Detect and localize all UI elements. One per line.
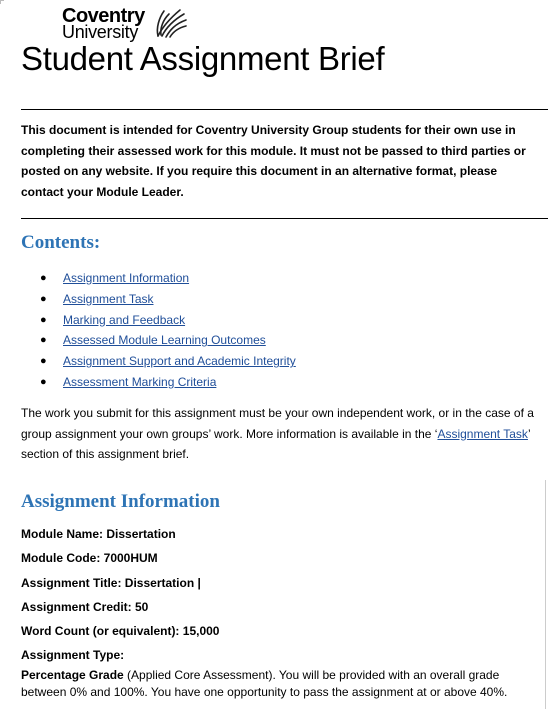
- intro-text-before: The work you submit for this assignment must be your own independent work, or in the case of a group assignment your own groups’ work. More information is available in the ‘: [21, 406, 534, 441]
- assignment-fields: [21, 524, 543, 670]
- bullet-icon: ●: [40, 292, 47, 305]
- contents-link-marking-feedback[interactable]: Marking and Feedback: [63, 312, 186, 327]
- bullet-icon: ●: [40, 375, 47, 388]
- notice-divider: [21, 218, 548, 219]
- intro-text-after: ’ section of this assignment brief.: [21, 426, 531, 461]
- contents-item: [22, 268, 296, 289]
- word-count-field: Word Count (or equivalent): 15,000: [21, 624, 220, 639]
- logo-line-2: University: [62, 22, 139, 42]
- contents-item: [22, 289, 296, 310]
- assignment-title-field: Assignment Title: Dissertation |: [21, 575, 201, 590]
- contents-item: [22, 330, 296, 351]
- university-logo: [62, 6, 192, 42]
- contents-heading: Contents:: [21, 232, 101, 253]
- page-edge-line: [545, 480, 546, 709]
- contents-link-assignment-information[interactable]: Assignment Information: [63, 271, 190, 285]
- contents-link-support-integrity[interactable]: Assignment Support and Academic Integrity: [63, 354, 296, 369]
- percentage-grade-label: Percentage Grade: [21, 668, 124, 682]
- logo-line-1: Coventry: [62, 5, 145, 27]
- contents-item: [22, 372, 296, 393]
- contents-link-assignment-task[interactable]: Assignment Task: [63, 291, 154, 306]
- bullet-icon: ●: [40, 272, 47, 284]
- contents-link-marking-criteria[interactable]: Assessment Marking Criteria: [63, 374, 217, 389]
- assignment-task-link[interactable]: Assignment Task: [437, 426, 528, 441]
- percentage-grade-text: (Applied Core Assessment). You will be provided with an overall grade between 0% and 100%. You have one opportunity to pass the assignment at or above 40%.: [21, 668, 508, 699]
- logo-wordmark: [62, 6, 145, 41]
- module-name-field: Module Name: Dissertation: [21, 527, 176, 541]
- bullet-icon: ●: [40, 334, 47, 347]
- assignment-information-heading: Assignment Information: [21, 491, 220, 512]
- page-corner-mark: [0, 0, 4, 4]
- contents-item: [22, 310, 296, 331]
- contents-item: [22, 351, 296, 372]
- independent-work-paragraph: [21, 403, 543, 465]
- assignment-type-field: Assignment Type:: [21, 648, 125, 663]
- percentage-grade-paragraph: [21, 667, 545, 701]
- usage-notice: This document is intended for Coventry University Group students for their own use in completing their assessed work for this module. It must not be passed to third parties or posted on any website. If you require this document in an alternative format, please contact your Module Leader.: [21, 123, 526, 199]
- bullet-icon: ●: [40, 313, 47, 326]
- assignment-credit-field: Assignment Credit: 50: [21, 599, 149, 614]
- top-divider: [21, 109, 548, 110]
- phoenix-wing-icon: [154, 6, 188, 40]
- bullet-icon: ●: [40, 355, 47, 368]
- contents-link-learning-outcomes[interactable]: Assessed Module Learning Outcomes: [63, 333, 266, 348]
- page-title: Student Assignment Brief: [21, 40, 385, 77]
- contents-list: [22, 268, 296, 393]
- module-code-field: Module Code: 7000HUM: [21, 551, 158, 566]
